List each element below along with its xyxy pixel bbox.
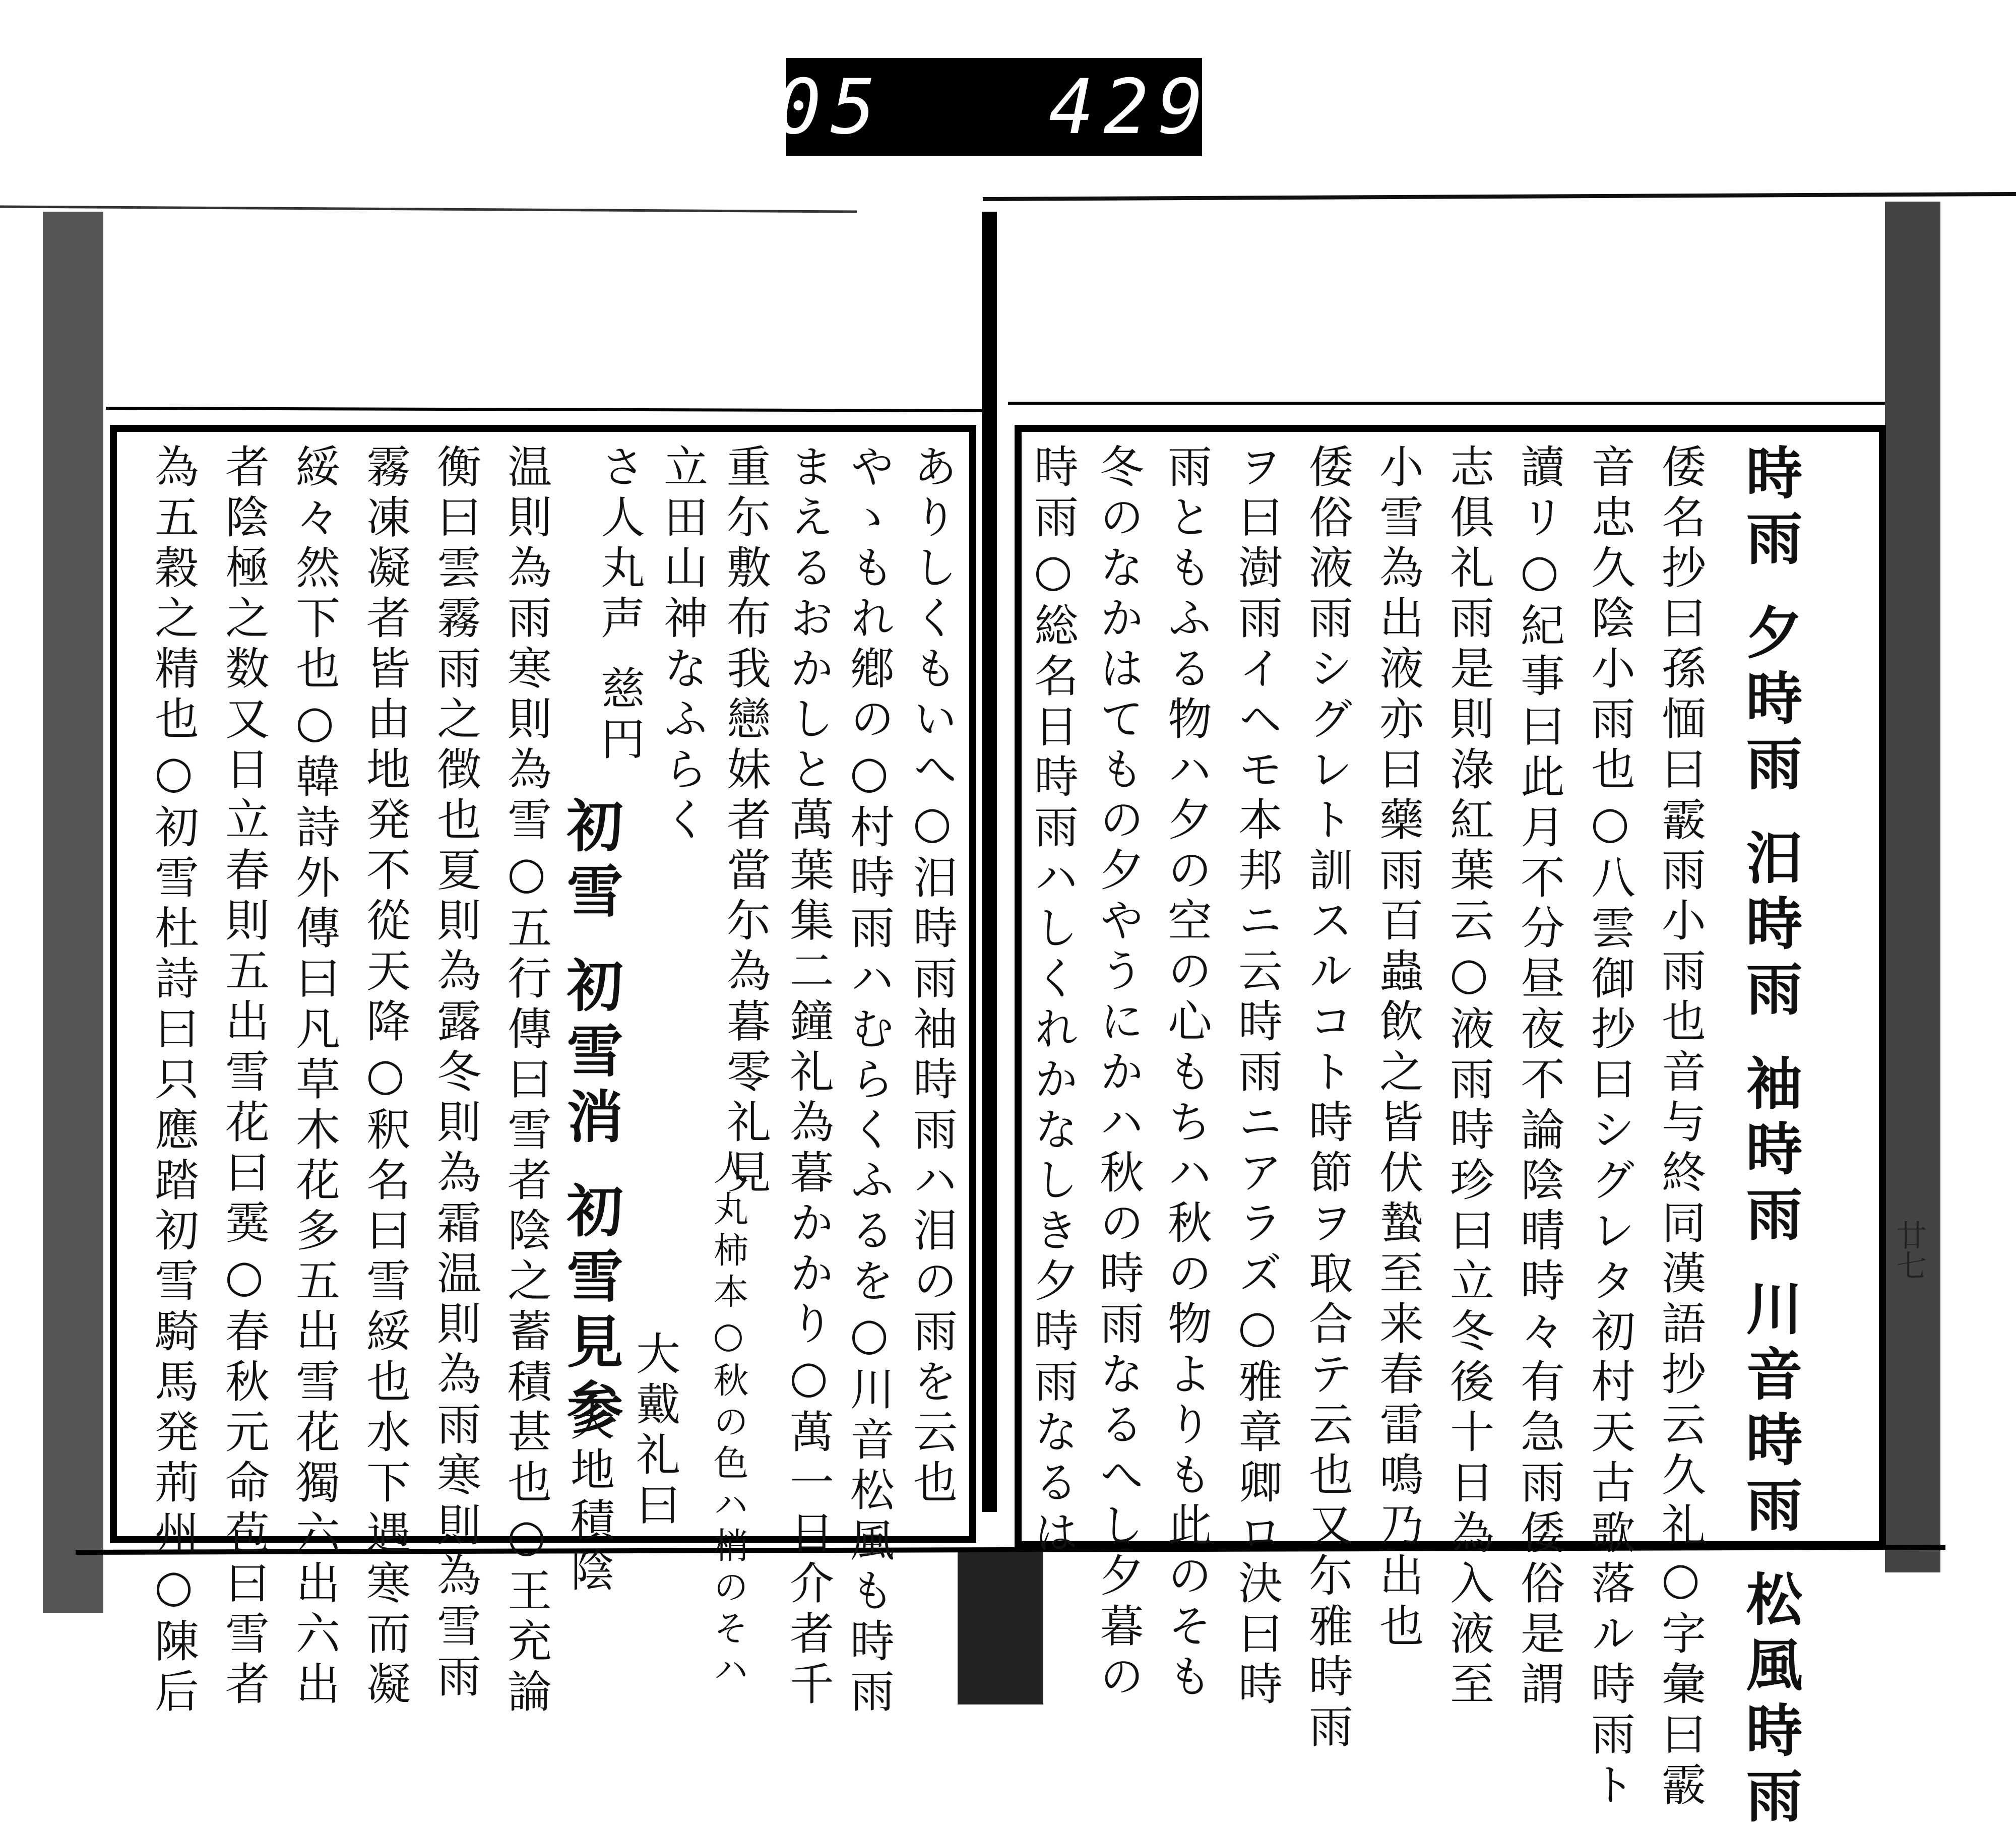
left-page-column: ありしくもいへ○汨時雨袖時雨ハ泪の雨を云也	[906, 444, 958, 1509]
right-page-column: 冬のなかはてもの夕やうにかハ秋の時雨なるへし夕暮の	[1093, 444, 1145, 1703]
right-page-column: 時雨○総名日時雨ハしくれかなしき夕時雨なるは	[1027, 444, 1079, 1560]
right-page-column: 小雪為出液亦曰藥雨百蟲飲之皆伏蟄至来春雷鳴乃出也	[1372, 444, 1424, 1653]
left-page-column: 者陰極之数又日立春則五出雪花曰霙○春秋元命苞曰雪者	[218, 444, 270, 1711]
left-page-column: さ人丸声 慈円	[594, 444, 646, 766]
left-page-column: 大戴礼曰	[629, 1331, 681, 1532]
catalog-sub-number: 429.	[1048, 63, 1268, 151]
left-page-column: 霧凍凝者皆由地発不從天降○釈名曰雪綏也水下遇寒而凝	[359, 444, 411, 1711]
left-page-column: まえるおかしと萬葉集二鐘礼為暮かかり○萬一日介者千	[783, 444, 835, 1711]
right-page-column: 倭名抄曰孫愐曰霰雨小雨也音与終同漢語抄云久礼○字彙曰霰	[1655, 444, 1707, 1812]
left-page-column: 綏々然下也○韓詩外傳曰凡草木花多五出雪花獨六出六出	[289, 444, 341, 1711]
right-page-column: 雨ともふる物ハ夕の空の心もちハ秋の物よりも此のそも	[1161, 444, 1213, 1703]
left-page-column: 天地積陰	[563, 1396, 615, 1598]
left-page-column: 為五穀之精也○初雪杜詩曰只應踏初雪騎馬発荊州○陳后	[148, 444, 200, 1719]
right-page-column: 倭俗液雨シグレト訓スルコト時節ヲ取合テ云也又尓雅時雨	[1302, 444, 1354, 1754]
left-page-heading: 初雪 初雪消 初雪見参	[557, 796, 623, 1443]
right-page-column: 音忠久陰小雨也○八雲御抄曰シグレタ初村天古歌落ル時雨ト	[1584, 444, 1636, 1812]
left-page-column: 温則為雨寒則為雪○五行傳曰雪者陰之蓄積甚也○王充論	[500, 444, 552, 1719]
left-page-column: やゝもれ鄕の○村時雨ハむらくふるを○川音松風も時雨	[843, 444, 895, 1719]
right-folio: 廿七	[1892, 1220, 1927, 1280]
left-page-column: 衡曰雲霧雨之徴也夏則為露冬則為霜温則為雨寒則為雪雨	[430, 444, 482, 1703]
catalog-number-tag	[721, 58, 1268, 156]
right-page-column: 讀リ○紀事曰此月不分昼夜不論陰晴時々有急雨倭俗是謂	[1514, 444, 1565, 1711]
left-page-column: 重尓敷布我戀妹者當尓為暮零礼見	[720, 444, 772, 1199]
catalog-number: 305	[721, 63, 885, 151]
left-page-column: 立田山神なふらく	[657, 444, 709, 847]
left-page-column: 人丸柿本○秋の色ハ梢のそハ	[708, 1149, 749, 1692]
right-page-column: ヲ曰澍雨イヘモ本邦ニ云時雨ニアラズ○雅章卿ロ決曰時	[1231, 444, 1283, 1711]
right-page-heading: 時雨 夕時雨 汨時雨 袖時雨 川音時雨 松風時雨	[1737, 444, 1803, 1832]
right-page-column: 志俱礼雨是則淥紅葉云○液雨時珍曰立冬後十日為入液至	[1443, 444, 1495, 1711]
